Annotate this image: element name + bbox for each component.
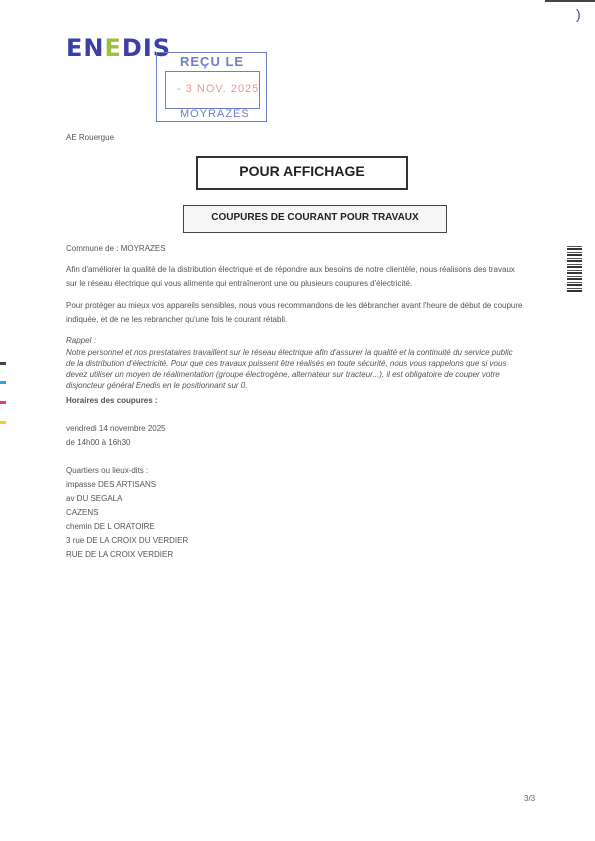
datamatrix-code <box>567 246 582 292</box>
district-item: 3 rue DE LA CROIX DU VERDIER <box>66 536 189 545</box>
intro-line: Afin d'améliorer la qualité de la distribution électrique et de répondre aux besoins de notre clientèle, nous réalisons des travaux <box>66 265 515 274</box>
district-item: chemin DE L ORATOIRE <box>66 522 155 531</box>
logo-part2: DIS <box>121 34 172 62</box>
district-item: RUE DE LA CROIX VERDIER <box>66 550 174 559</box>
hours-time: de 14h00 à 16h30 <box>66 438 131 447</box>
region-label: AE Rouergue <box>66 133 115 142</box>
reminder-line: disjoncteur général Enedis en le positionnant sur 0. <box>66 381 248 390</box>
logo-part1: EN <box>66 34 105 62</box>
advice-line: Pour protéger au mieux vos appareils sensibles, nous vous recommandons de les débrancher avant l'heure de début de coupure <box>66 301 523 310</box>
reminder-line: devez utiliser un moyen de réalimentation (groupe électrogène, alternateur sur tracteur...), il est obligatoire de couper votre <box>66 370 500 379</box>
district-item: impasse DES ARTISANS <box>66 480 157 489</box>
print-mark-cyan <box>0 381 6 384</box>
print-mark-magenta <box>0 401 6 404</box>
stamp-place: MOYRAZES <box>180 108 250 120</box>
top-border-mark <box>545 0 595 2</box>
logo-accent: E <box>104 34 122 62</box>
hours-date: vendredi 14 novembre 2025 <box>66 424 166 433</box>
hours-title: Horaires des coupures : <box>66 396 158 405</box>
advice-line: indiquée, et de ne les rebrancher qu'une fois le courant rétabli. <box>66 315 288 324</box>
intro-line: sur le réseau électrique qui vous alimente qui entraîneront une ou plusieurs coupures d'électricité. <box>66 279 413 288</box>
commune-line: Commune de : MOYRAZES <box>66 244 166 253</box>
districts-title: Quartiers ou lieux-dits : <box>66 466 149 475</box>
headline: POUR AFFICHAGE <box>239 163 365 179</box>
reminder-line: Notre personnel et nos prestataires travaillent sur le réseau électrique afin d'assurer la qualité et la continuité du service public <box>66 348 513 357</box>
district-item: CAZENS <box>66 508 99 517</box>
reminder-title: Rappel : <box>66 336 96 345</box>
stamp-date: - 3 NOV. 2025 <box>177 83 260 95</box>
page-number: 3/3 <box>524 794 536 803</box>
subheadline: COUPURES DE COURANT POUR TRAVAUX <box>211 212 419 223</box>
reminder-line: de la distribution d'électricité. Pour que ces travaux puissent être réalisés en toute sécurité, nous vous rappelons que si vous <box>66 359 507 368</box>
print-mark-black <box>0 362 6 365</box>
stamp-title: REÇU LE <box>180 54 245 69</box>
corner-mark: ) <box>576 6 581 22</box>
district-item: av DU SEGALA <box>66 494 123 503</box>
print-mark-yellow <box>0 421 6 424</box>
